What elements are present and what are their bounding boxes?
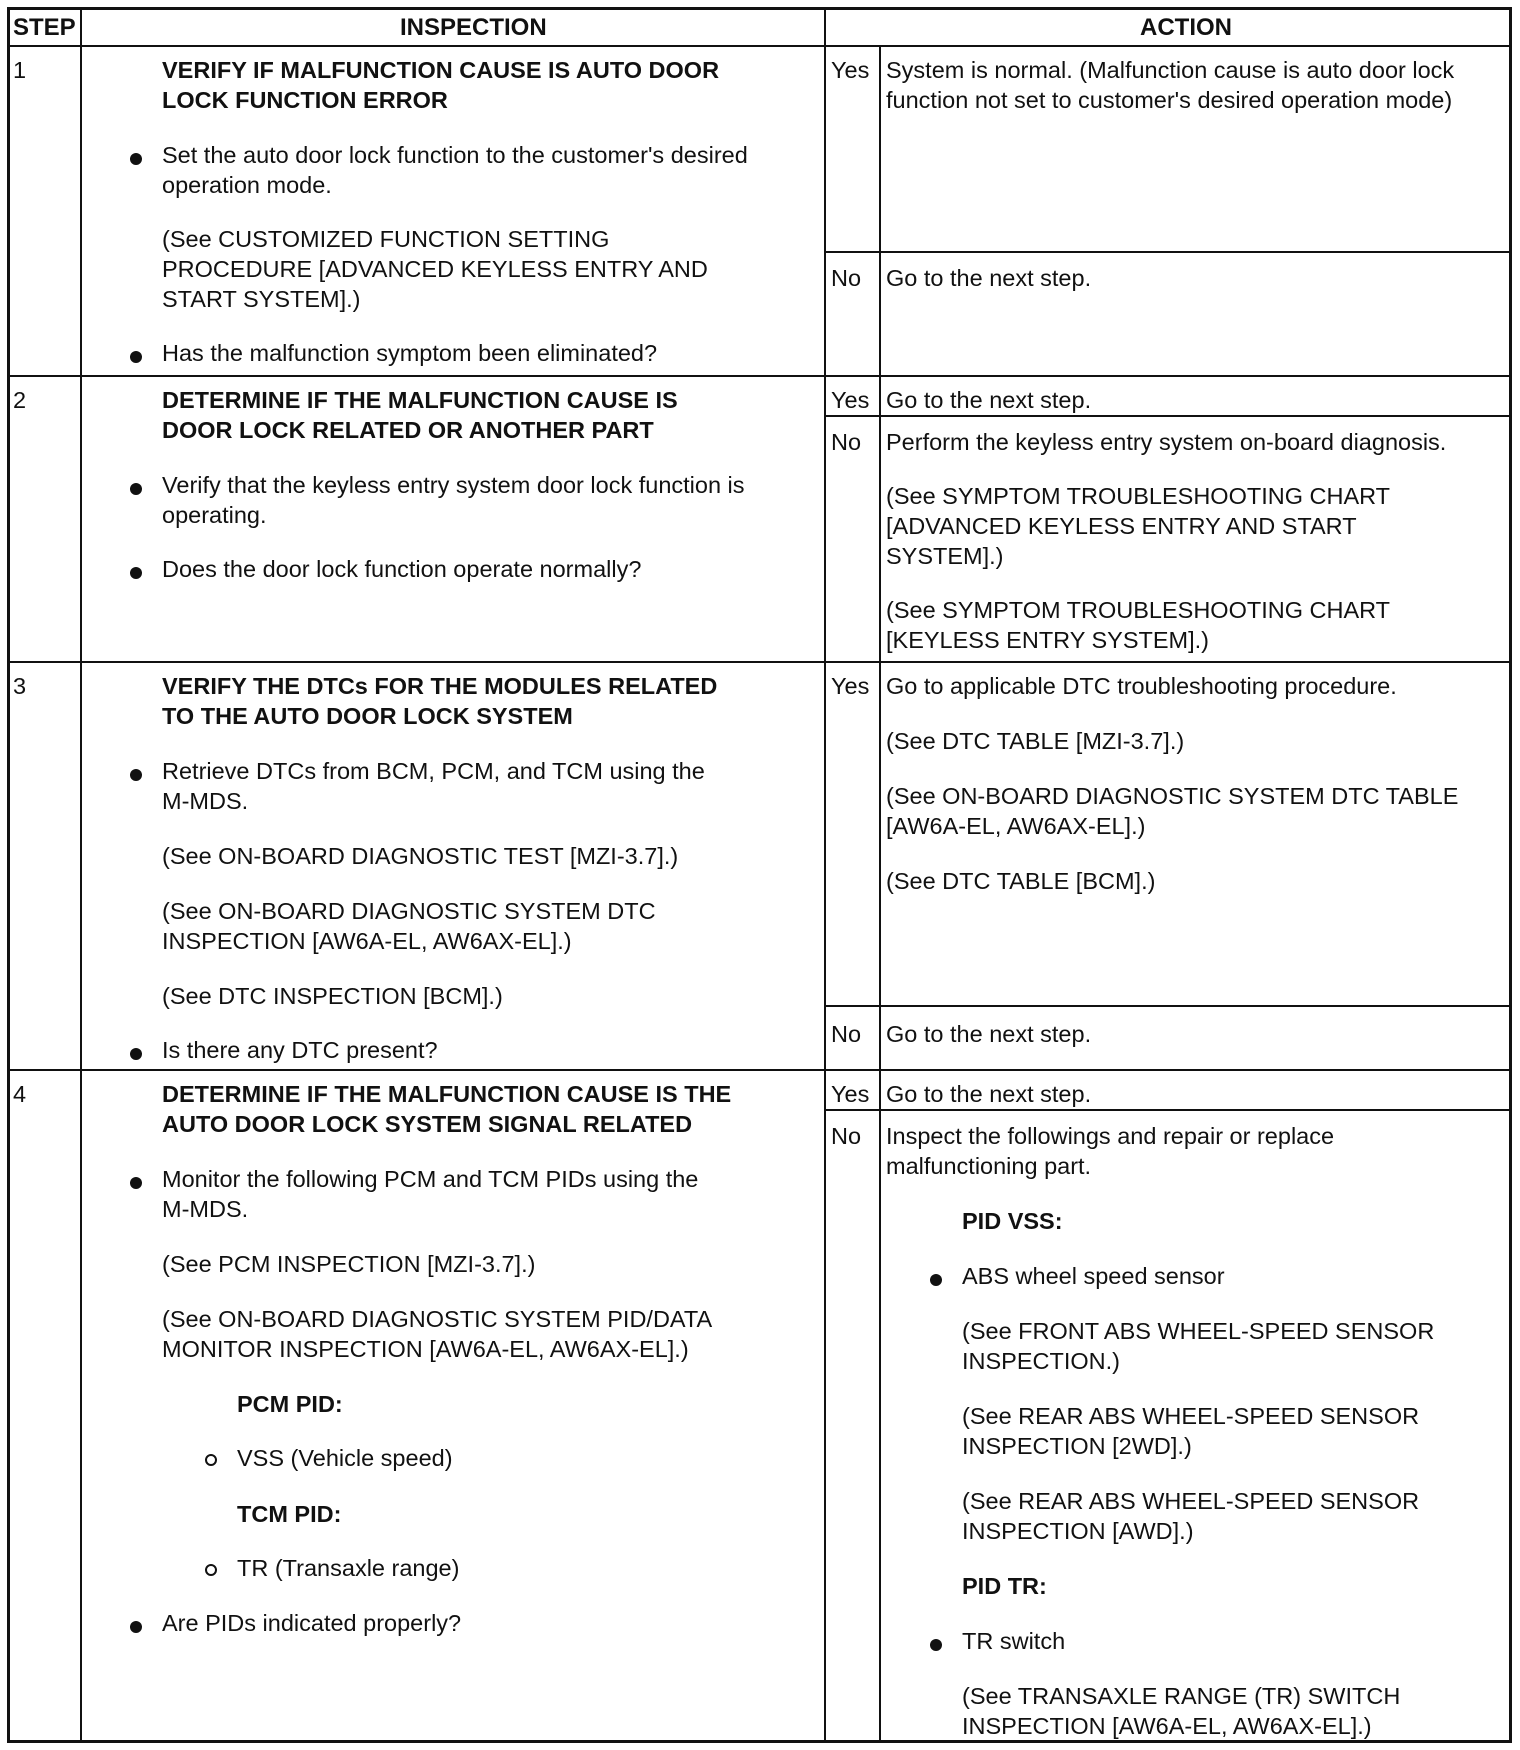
bullet-icon: [130, 483, 142, 495]
yes-label: Yes: [831, 673, 870, 699]
action-text: Go to the next step.: [886, 265, 1092, 291]
pid-item: TR switch: [962, 1628, 1066, 1654]
pcm-pid-heading: PCM PID:: [237, 1391, 343, 1417]
reference-text: INSPECTION.): [962, 1348, 1120, 1374]
row-rule-2: [10, 661, 1509, 663]
bullet-text: operating.: [162, 502, 267, 528]
action-text: Perform the keyless entry system on-board diagnosis.: [886, 429, 1447, 455]
bullet-text: Retrieve DTCs from BCM, PCM, and TCM using the: [162, 758, 705, 784]
pid-vss-heading: PID VSS:: [962, 1208, 1063, 1234]
reference-text: [ADVANCED KEYLESS ENTRY AND START: [886, 513, 1357, 539]
no-label: No: [831, 1123, 862, 1149]
header-action: ACTION: [1140, 14, 1232, 41]
bullet-text: Verify that the keyless entry system door lock function is: [162, 472, 745, 498]
bullet-icon: [130, 153, 142, 165]
pid-item: ABS wheel speed sensor: [962, 1263, 1225, 1289]
inspection-table: [7, 7, 1512, 1743]
reference-text: (See REAR ABS WHEEL-SPEED SENSOR: [962, 1488, 1420, 1514]
question-text: Is there any DTC present?: [162, 1037, 438, 1063]
bullet-icon: [130, 1621, 142, 1633]
reference-text: SYSTEM].): [886, 543, 1004, 569]
step-title: TO THE AUTO DOOR LOCK SYSTEM: [162, 703, 573, 729]
reference-text: (See DTC TABLE [BCM].): [886, 868, 1156, 894]
bullet-text: Monitor the following PCM and TCM PIDs using the: [162, 1166, 699, 1192]
circle-bullet-icon: [205, 1564, 217, 1576]
reference-text: (See SYMPTOM TROUBLESHOOTING CHART: [886, 597, 1391, 623]
action-text: malfunctioning part.: [886, 1153, 1092, 1179]
reference-text: (See SYMPTOM TROUBLESHOOTING CHART: [886, 483, 1391, 509]
reference-text: INSPECTION [AW6A-EL, AW6AX-EL].): [962, 1713, 1372, 1739]
yes-label: Yes: [831, 1081, 870, 1107]
reference-text: (See DTC TABLE [MZI-3.7].): [886, 728, 1185, 754]
yes-no-rule-4: [824, 1109, 1509, 1111]
action-text: System is normal. (Malfunction cause is auto door lock: [886, 57, 1455, 83]
reference-text: INSPECTION [AWD].): [962, 1518, 1194, 1544]
step-title: LOCK FUNCTION ERROR: [162, 87, 448, 113]
reference-text: INSPECTION [AW6A-EL, AW6AX-EL].): [162, 928, 572, 954]
pid-item: VSS (Vehicle speed): [237, 1445, 453, 1471]
reference-text: [KEYLESS ENTRY SYSTEM].): [886, 627, 1210, 653]
reference-text: INSPECTION [2WD].): [962, 1433, 1192, 1459]
step-title: AUTO DOOR LOCK SYSTEM SIGNAL RELATED: [162, 1111, 693, 1137]
header-rule: [10, 45, 1509, 47]
circle-bullet-icon: [205, 1454, 217, 1466]
pid-item: TR (Transaxle range): [237, 1555, 460, 1581]
pid-tr-heading: PID TR:: [962, 1573, 1047, 1599]
question-text: Does the door lock function operate normally?: [162, 556, 642, 582]
step-number: 2: [13, 387, 27, 413]
yes-label: Yes: [831, 387, 870, 413]
step-number: 1: [13, 57, 27, 83]
reference-text: [AW6A-EL, AW6AX-EL].): [886, 813, 1146, 839]
action-text: Go to applicable DTC troubleshooting procedure.: [886, 673, 1397, 699]
step-title: VERIFY THE DTCs FOR THE MODULES RELATED: [162, 673, 718, 699]
column-divider-action: [879, 45, 881, 1740]
bullet-icon: [930, 1639, 942, 1651]
bullet-icon: [130, 769, 142, 781]
reference-text: (See REAR ABS WHEEL-SPEED SENSOR: [962, 1403, 1420, 1429]
yes-no-rule-1: [824, 251, 1509, 253]
step-title: VERIFY IF MALFUNCTION CAUSE IS AUTO DOOR: [162, 57, 720, 83]
bullet-icon: [130, 567, 142, 579]
step-title: DETERMINE IF THE MALFUNCTION CAUSE IS THE: [162, 1081, 732, 1107]
bullet-icon: [130, 1048, 142, 1060]
reference-text: PROCEDURE [ADVANCED KEYLESS ENTRY AND: [162, 256, 708, 282]
action-text: Go to the next step.: [886, 1021, 1092, 1047]
step-title: DETERMINE IF THE MALFUNCTION CAUSE IS: [162, 387, 678, 413]
step-number: 4: [13, 1081, 27, 1107]
no-label: No: [831, 1021, 862, 1047]
reference-text: (See PCM INSPECTION [MZI-3.7].): [162, 1251, 536, 1277]
yes-label: Yes: [831, 57, 870, 83]
reference-text: (See ON-BOARD DIAGNOSTIC TEST [MZI-3.7].): [162, 843, 679, 869]
column-divider-step: [80, 10, 82, 1740]
column-divider-yesno: [824, 45, 826, 1740]
question-text: Has the malfunction symptom been eliminated?: [162, 340, 658, 366]
bullet-icon: [130, 351, 142, 363]
reference-text: START SYSTEM].): [162, 286, 361, 312]
no-label: No: [831, 429, 862, 455]
step-title: DOOR LOCK RELATED OR ANOTHER PART: [162, 417, 654, 443]
bullet-text: M-MDS.: [162, 1196, 249, 1222]
action-text: Go to the next step.: [886, 387, 1092, 413]
reference-text: (See ON-BOARD DIAGNOSTIC SYSTEM DTC: [162, 898, 656, 924]
yes-no-rule-3: [824, 1005, 1509, 1007]
reference-text: (See ON-BOARD DIAGNOSTIC SYSTEM DTC TABLE: [886, 783, 1459, 809]
action-text: function not set to customer's desired operation mode): [886, 87, 1453, 113]
no-label: No: [831, 265, 862, 291]
bullet-text: operation mode.: [162, 172, 332, 198]
row-rule-1: [10, 375, 1509, 377]
step-number: 3: [13, 673, 27, 699]
bullet-icon: [130, 1177, 142, 1189]
action-text: Inspect the followings and repair or replace: [886, 1123, 1335, 1149]
reference-text: (See ON-BOARD DIAGNOSTIC SYSTEM PID/DATA: [162, 1306, 713, 1332]
reference-text: (See CUSTOMIZED FUNCTION SETTING: [162, 226, 610, 252]
bullet-icon: [930, 1274, 942, 1286]
header-inspection: INSPECTION: [400, 14, 547, 41]
bullet-text: Set the auto door lock function to the customer's desired: [162, 142, 748, 168]
reference-text: (See FRONT ABS WHEEL-SPEED SENSOR: [962, 1318, 1435, 1344]
reference-text: (See DTC INSPECTION [BCM].): [162, 983, 503, 1009]
header-step: STEP: [13, 14, 76, 41]
action-text: Go to the next step.: [886, 1081, 1092, 1107]
row-rule-3: [10, 1069, 1509, 1071]
yes-no-rule-2: [824, 415, 1509, 417]
column-divider-header: [824, 10, 826, 45]
question-text: Are PIDs indicated properly?: [162, 1610, 462, 1636]
reference-text: MONITOR INSPECTION [AW6A-EL, AW6AX-EL].): [162, 1336, 689, 1362]
bullet-text: M-MDS.: [162, 788, 249, 814]
reference-text: (See TRANSAXLE RANGE (TR) SWITCH: [962, 1683, 1401, 1709]
tcm-pid-heading: TCM PID:: [237, 1501, 342, 1527]
